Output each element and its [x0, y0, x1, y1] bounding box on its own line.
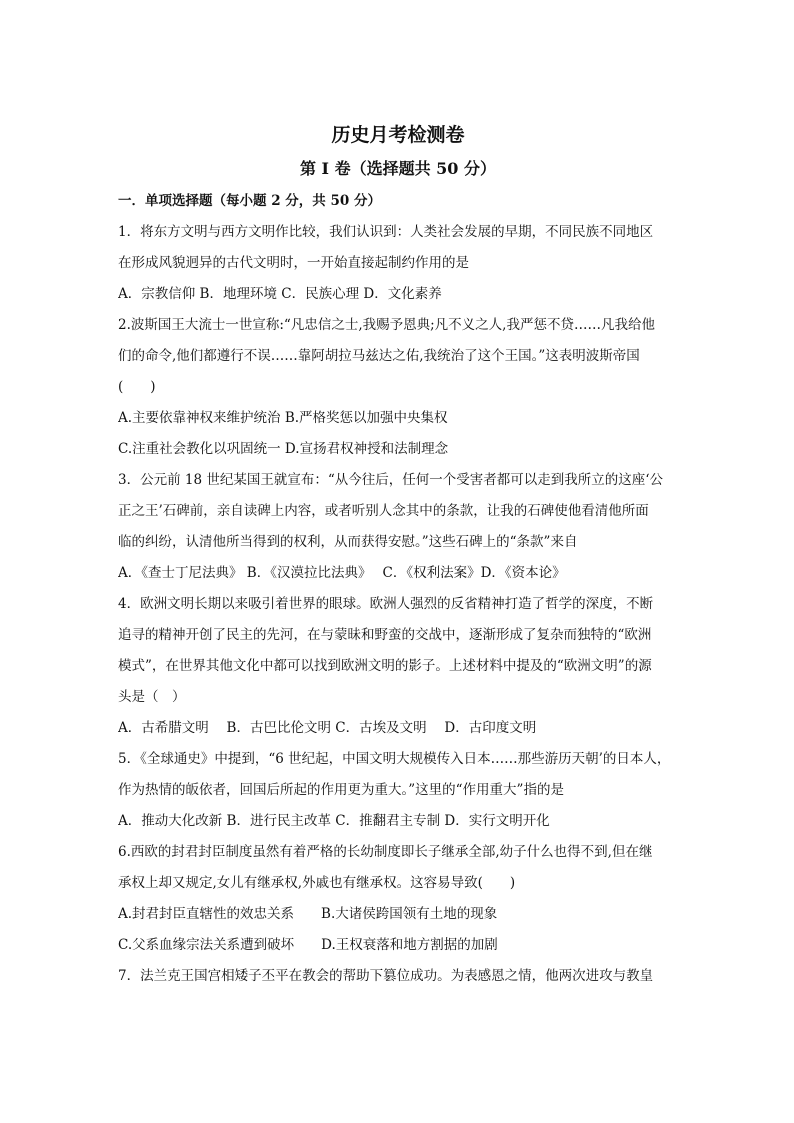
question-line: 正之王’石碑前，亲自读碑上内容，或者听别人念其中的条款，让我的石碑使他看清他所面	[118, 503, 649, 519]
question-line: 在形成风貌迥异的古代文明时，一开始直接起制约作用的是	[118, 255, 469, 271]
question-line: 作为热情的皈依者，回国后所起的作用更为重大。”这里的“作用重大”指的是	[118, 782, 564, 798]
answer-options: A.主要依靠神权来维护统治 B.严格奖惩以加强中央集权	[118, 410, 448, 426]
question-line: 6.西欧的封君封臣制度虽然有着严格的长幼制度即长子继承全部,幼子什么也得不到,但在继	[118, 844, 653, 860]
question-line: 头是（ ）	[118, 689, 186, 705]
answer-options: A．古希腊文明 B．古巴比伦文明 C．古埃及文明 D．古印度文明	[118, 720, 537, 736]
answer-options: C.父系血缘宗法关系遭到破坏 D.王权衰落和地方割据的加剧	[118, 937, 498, 953]
question-line: 4．欧洲文明长期以来吸引着世界的眼球。欧洲人强烈的反省精神打造了哲学的深度，不断	[118, 596, 654, 612]
question-3	[118, 465, 678, 589]
question-line: 承权上却又规定,女儿有继承权,外戚也有继承权。这容易导致( )	[118, 875, 516, 891]
question-line: 追寻的精神开创了民主的先河，在与蒙昧和野蛮的交战中，逐渐形成了复杂而独特的“欧洲	[118, 627, 652, 643]
answer-blank: ( )	[118, 379, 156, 395]
question-line: 模式”，在世界其他文化中都可以找到欧洲文明的影子。上述材料中提及的“欧洲文明”的源	[118, 658, 652, 674]
question-5	[118, 744, 678, 837]
answer-options: A．推动大化改新 B．进行民主改革 C．推翻君主专制 D．实行文明开化	[118, 813, 550, 829]
section-heading: 一．单项选择题（每小题 2 分，共 50 分）	[118, 193, 381, 209]
exam-page	[118, 118, 678, 992]
answer-options: A．《查士丁尼法典》 B．《汉漠拉比法典》 C．《权利法案》D．《资本论》	[118, 565, 566, 581]
question-4	[118, 589, 678, 744]
answer-options: A．宗教信仰 B．地理环境 C．民族心理 D．文化素养	[118, 286, 442, 302]
question-line: 临的纠纷，认清他所当得到的权利，从而获得安慰。”这些石碑上的“条款”来自	[118, 534, 578, 550]
question-line: 们的命令,他们都遵行不误……靠阿胡拉马兹达之佑,我统治了这个王国。”这表明波斯帝国	[118, 348, 640, 364]
answer-options: A.封君封臣直辖性的效忠关系 B.大诸侯跨国领有土地的现象	[118, 906, 498, 922]
answer-options: C.注重社会教化以巩固统一 D.宣扬君权神授和法制理念	[118, 441, 449, 457]
exam-subtitle: 第 I 卷（选择题共 50 分）	[299, 159, 497, 178]
question-2	[118, 310, 678, 465]
question-line: 1．将东方文明与西方文明作比较，我们认识到：人类社会发展的早期，不同民族不同地区	[118, 224, 654, 240]
question-1	[118, 217, 678, 310]
question-7	[118, 961, 678, 992]
question-line: 7．法兰克王国宫相矮子丕平在教会的帮助下篡位成功。为表感恩之情，他两次进攻与教皇	[118, 968, 654, 984]
question-line: 5．《全球通史》中提到，“6 世纪起，中国文明大规模传入日本……那些游历天朝’的日本人，	[118, 751, 671, 767]
exam-title: 历史月考检测卷	[331, 124, 465, 146]
question-line: 3．公元前 18 世纪某国王就宣布：“从今往后，任何一个受害者都可以走到我所立的这座‘公	[118, 472, 664, 488]
question-line: 2.波斯国王大流士一世宣称:“凡忠信之士,我赐予恩典;凡不义之人,我严惩不贷……凡我给他	[118, 317, 655, 333]
question-6	[118, 837, 678, 961]
